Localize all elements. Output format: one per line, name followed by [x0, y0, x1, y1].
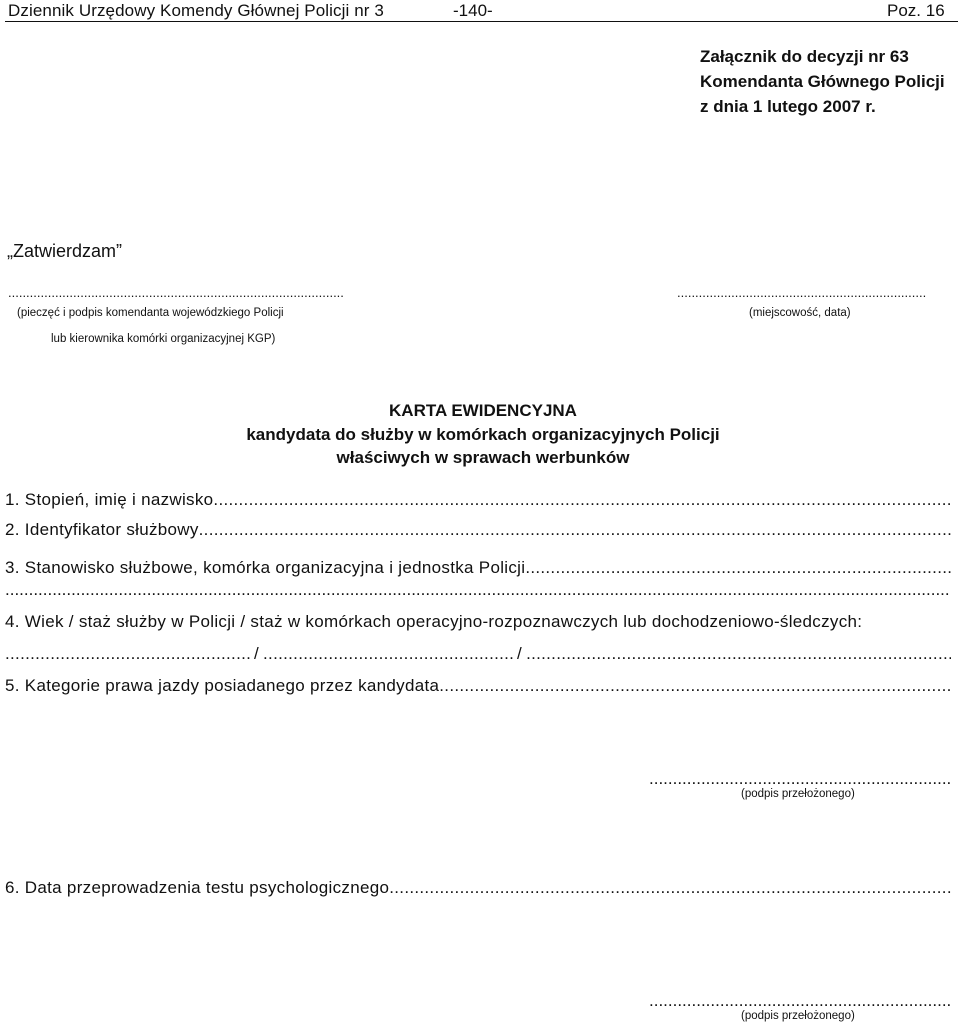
field-input-line[interactable]	[439, 674, 951, 698]
field-rank-name	[5, 488, 951, 512]
attachment-line: Załącznik do decyzji nr 63	[700, 47, 909, 66]
page-number: -140-	[453, 1, 493, 20]
field-input-line[interactable]	[199, 518, 951, 542]
value-separator: /	[254, 644, 260, 663]
position-number: Poz. 16	[887, 1, 945, 20]
field-input-line[interactable]	[389, 876, 951, 900]
field-label: 2. Identyfikator służbowy	[5, 520, 199, 539]
service-input-line[interactable]	[263, 642, 513, 666]
title-line: KARTA EWIDENCYJNA	[389, 401, 577, 420]
title-line: właściwych w sprawach werbunków	[336, 448, 630, 467]
field-input-line[interactable]	[5, 578, 951, 602]
approval-label: „Zatwierdzam”	[7, 241, 123, 261]
field-psych-test-date	[5, 876, 951, 900]
stamp-caption: (pieczęć i podpis komendanta wojewódzkiego Policji	[17, 307, 284, 319]
field-input-line[interactable]	[213, 488, 951, 512]
stamp-signature-field[interactable]	[8, 285, 345, 301]
value-separator: /	[517, 644, 523, 663]
attachment-line: Komendanta Głównego Policji	[700, 72, 945, 91]
field-label: 6. Data przeprowadzenia testu psychologicznego	[5, 878, 390, 897]
place-date-field[interactable]	[677, 285, 927, 301]
supervisor-signature-field[interactable]	[649, 991, 950, 1011]
document-title	[0, 399, 960, 470]
field-age-service-values	[5, 642, 951, 666]
header-rule	[5, 21, 958, 22]
stamp-caption: lub kierownika komórki organizacyjnej KGP)	[51, 333, 276, 345]
field-driving-license	[5, 674, 951, 698]
field-position	[5, 556, 951, 580]
signature-caption: (podpis przełożonego)	[741, 788, 855, 800]
attachment-note	[700, 44, 945, 119]
operational-service-input-line[interactable]	[526, 642, 951, 666]
field-label: 3. Stanowisko służbowe, komórka organizacyjna i jednostka Policji	[5, 558, 526, 577]
age-input-line[interactable]	[5, 642, 250, 666]
journal-title: Dziennik Urzędowy Komendy Głównej Policji nr 3	[8, 1, 384, 20]
title-line: kandydata do służby w komórkach organizacyjnych Policji	[246, 424, 720, 444]
place-date-caption: (miejscowość, data)	[749, 307, 851, 319]
field-label: 4. Wiek / staż służby w Policji / staż w komórkach operacyjno-rozpoznawczych lub dochodzeniowo-śledczych:	[5, 612, 863, 631]
supervisor-signature-field[interactable]	[649, 769, 950, 789]
field-input-line[interactable]	[525, 556, 951, 580]
field-age-service	[5, 610, 951, 634]
field-identifier	[5, 518, 951, 542]
attachment-line: z dnia 1 lutego 2007 r.	[700, 97, 876, 116]
field-label: 5. Kategorie prawa jazdy posiadanego przez kandydata	[5, 676, 440, 695]
signature-caption: (podpis przełożonego)	[741, 1010, 855, 1022]
field-label: 1. Stopień, imię i nazwisko	[5, 490, 214, 509]
